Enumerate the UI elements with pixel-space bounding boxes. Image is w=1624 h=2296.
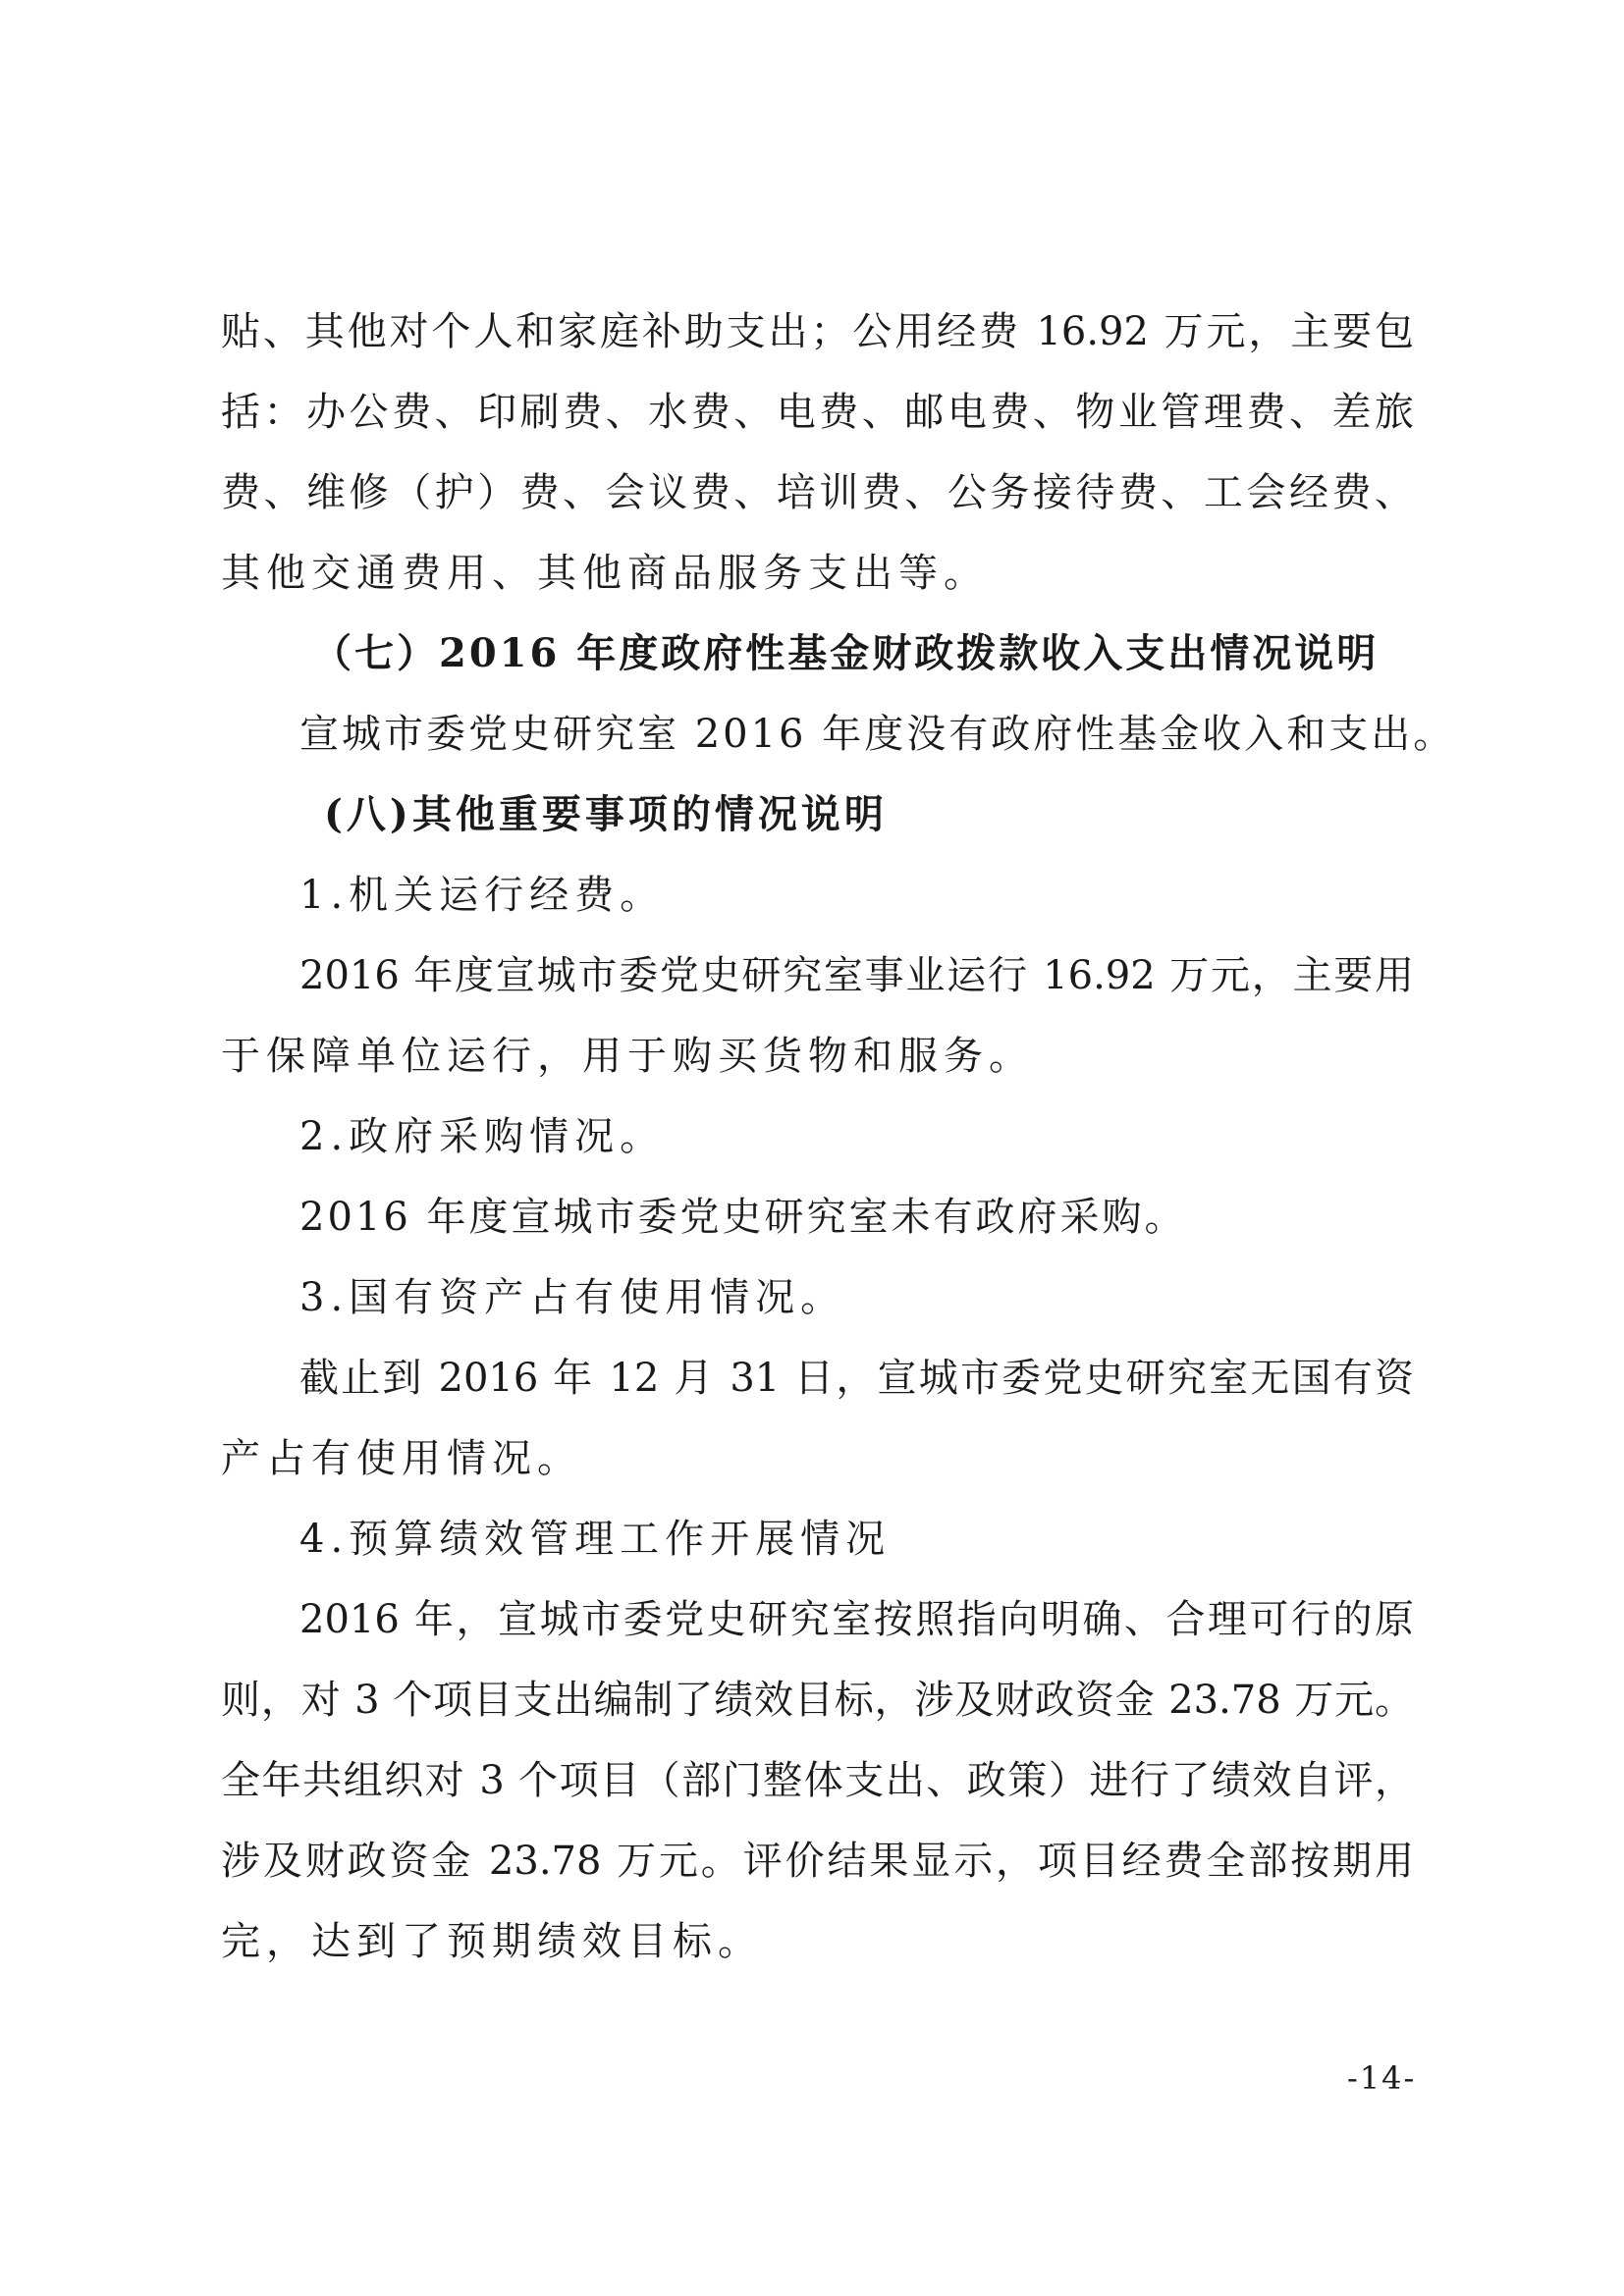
item-4-text-line: 涉及财政资金 23.78 万元。评价结果显示，项目经费全部按期用 — [221, 1839, 1414, 1884]
paragraph-line: 其他交通费用、其他商品服务支出等。 — [221, 551, 989, 596]
item-4-text-line: 2016 年，宣城市委党史研究室按照指向明确、合理可行的原 — [299, 1597, 1414, 1642]
paragraph-line: 括：办公费、印刷费、水费、电费、邮电费、物业管理费、差旅 — [221, 390, 1414, 435]
section-8-heading: (八)其他重要事项的情况说明 — [324, 791, 888, 837]
item-1-title: 1.机关运行经费。 — [299, 873, 666, 918]
item-4-title: 4.预算绩效管理工作开展情况 — [299, 1517, 892, 1562]
item-4-text-line: 则，对 3 个项目支出编制了绩效目标，涉及财政资金 23.78 万元。 — [221, 1678, 1414, 1723]
item-4-text-line: 完，达到了预期绩效目标。 — [221, 1919, 763, 1964]
item-3-text-line: 截止到 2016 年 12 月 31 日，宣城市委党史研究室无国有资 — [299, 1356, 1414, 1401]
paragraph-line: 费、维修（护）费、会议费、培训费、公务接待费、工会经费、 — [221, 470, 1414, 515]
paragraph-line: 贴、其他对个人和家庭补助支出；公用经费 16.92 万元，主要包 — [221, 309, 1414, 354]
item-2-title: 2.政府采购情况。 — [299, 1114, 666, 1159]
item-4-text-line: 全年共组织对 3 个项目（部门整体支出、政策）进行了绩效自评， — [221, 1758, 1414, 1803]
section-7-text: 宣城市委党史研究室 2016 年度没有政府性基金收入和支出。 — [299, 712, 1456, 757]
item-3-text-line: 产占有使用情况。 — [221, 1436, 582, 1481]
item-1-text-line: 于保障单位运行，用于购买货物和服务。 — [221, 1034, 1034, 1079]
item-3-title: 3.国有资产占有使用情况。 — [299, 1275, 846, 1320]
section-7-heading: （七）2016 年度政府性基金财政拨款收入支出情况说明 — [312, 630, 1380, 676]
page-number: -14- — [1347, 2059, 1417, 2097]
item-2-text: 2016 年度宣城市委党史研究室未有政府采购。 — [299, 1195, 1187, 1240]
item-1-text-line: 2016 年度宣城市委党史研究室事业运行 16.92 万元，主要用 — [299, 953, 1414, 998]
